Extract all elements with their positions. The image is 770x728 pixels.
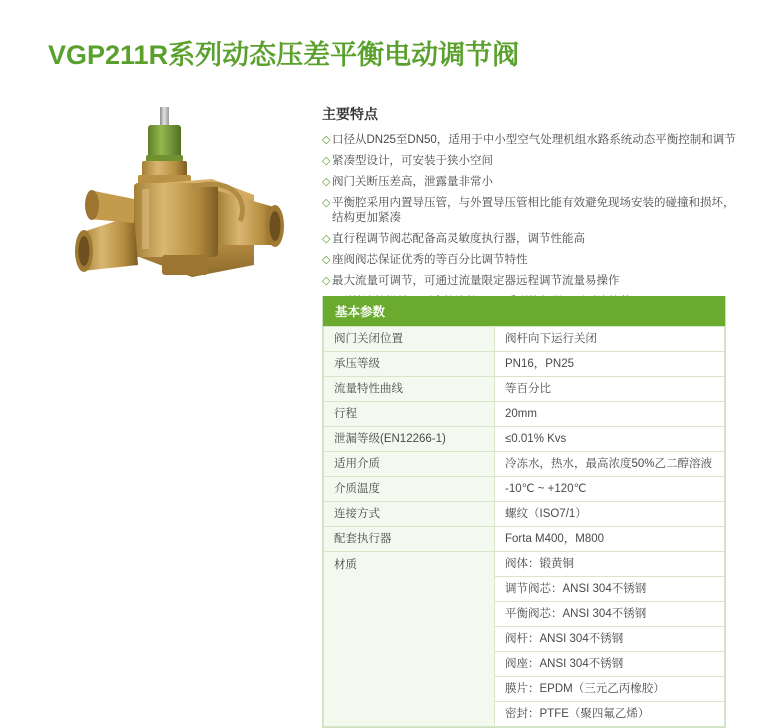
features-heading: 主要特点 xyxy=(322,106,378,122)
feature-item xyxy=(322,133,742,148)
bullet-icon: ◇ xyxy=(322,155,331,167)
bullet-icon: ◇ xyxy=(322,233,331,245)
feature-text: 紧凑型设计，可安装于狭小空间 xyxy=(332,155,493,167)
table-row xyxy=(324,377,725,402)
feature-text: 座阀阀芯保证优秀的等百分比调节特性 xyxy=(332,254,528,266)
material-item: 膜片：EPDM（三元乙丙橡胶） xyxy=(495,677,725,702)
row-label: 适用介质 xyxy=(324,452,495,477)
row-value: 20mm xyxy=(495,402,725,427)
parameters-table-header: 基本参数 xyxy=(323,296,725,326)
table-row xyxy=(324,527,725,552)
feature-text: 平衡腔采用内置导压管，与外置导压管相比能有效避免现场安装的碰撞和损坏，结构更加紧凑 xyxy=(332,197,735,224)
material-item: 平衡阀芯：ANSI 304不锈钢 xyxy=(495,602,725,627)
material-item: 调节阀芯：ANSI 304不锈钢 xyxy=(495,577,725,602)
row-label: 行程 xyxy=(324,402,495,427)
row-label: 连接方式 xyxy=(324,502,495,527)
row-value: -10℃ ~ +120℃ xyxy=(495,477,725,502)
bullet-icon: ◇ xyxy=(322,176,331,188)
row-label: 流量特性曲线 xyxy=(324,377,495,402)
table-row xyxy=(324,477,725,502)
feature-text: 最大流量可调节，可通过流量限定器远程调节流量易操作 xyxy=(332,275,620,287)
row-label: 介质温度 xyxy=(324,477,495,502)
material-item: 密封：PTFE（聚四氟乙烯） xyxy=(495,702,725,727)
product-image xyxy=(42,95,307,280)
feature-item xyxy=(322,154,742,169)
row-value: PN16，PN25 xyxy=(495,352,725,377)
bullet-icon: ◇ xyxy=(322,134,331,146)
material-item: 阀杆：ANSI 304不锈钢 xyxy=(495,627,725,652)
feature-item xyxy=(322,232,742,247)
row-label: 泄漏等级(EN12266-1) xyxy=(324,427,495,452)
row-label: 配套执行器 xyxy=(324,527,495,552)
feature-text: 阀门关断压差高，泄露量非常小 xyxy=(332,176,493,188)
table-row xyxy=(324,427,725,452)
row-label: 承压等级 xyxy=(324,352,495,377)
bullet-icon: ◇ xyxy=(322,254,331,266)
row-label: 阀门关闭位置 xyxy=(324,327,495,352)
feature-item xyxy=(322,274,742,289)
parameters-table xyxy=(322,296,726,728)
features-section xyxy=(322,104,742,316)
row-value: ≤0.01% Kvs xyxy=(495,427,725,452)
bullet-icon: ◇ xyxy=(322,275,331,287)
table-row xyxy=(324,452,725,477)
feature-item xyxy=(322,253,742,268)
bullet-icon: ◇ xyxy=(322,197,331,209)
row-value: Forta M400，M800 xyxy=(495,527,725,552)
material-item: 阀座：ANSI 304不锈钢 xyxy=(495,652,725,677)
page-title: VGP211R系列动态压差平衡电动调节阀 xyxy=(48,40,520,70)
row-value: 阀杆向下运行关闭 xyxy=(495,327,725,352)
feature-item xyxy=(322,196,742,226)
feature-text: 口径从DN25至DN50，适用于中小型空气处理机组水路系统动态平衡控制和调节 xyxy=(332,134,736,146)
table-row-material xyxy=(324,552,725,577)
feature-text: 直行程调节阀芯配备高灵敏度执行器，调节性能高 xyxy=(332,233,585,245)
material-item: 阀体：锻黄铜 xyxy=(495,552,725,577)
row-value: 冷冻水，热水，最高浓度50%乙二醇溶液 xyxy=(495,452,725,477)
feature-item xyxy=(322,175,742,190)
table-row xyxy=(324,327,725,352)
table-row xyxy=(324,402,725,427)
row-value: 螺纹（ISO7/1） xyxy=(495,502,725,527)
row-value: 等百分比 xyxy=(495,377,725,402)
table-row xyxy=(324,352,725,377)
table-row xyxy=(324,502,725,527)
row-label: 材质 xyxy=(324,552,495,727)
